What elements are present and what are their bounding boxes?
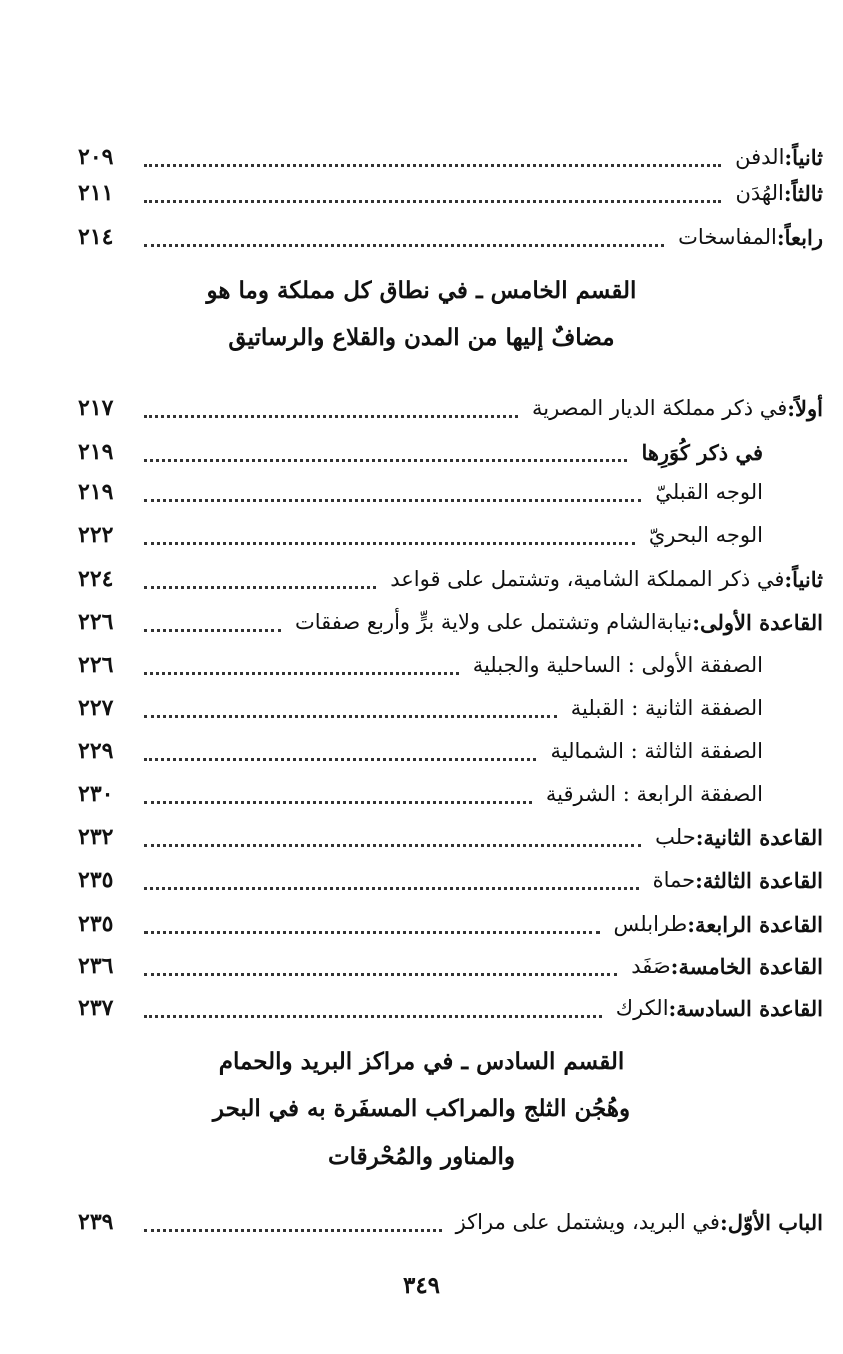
entry-title: الدفن	[735, 145, 785, 169]
toc-entry	[78, 645, 763, 685]
toc-entry	[78, 988, 823, 1028]
entry-label: ثانياً	[792, 144, 823, 170]
entry-separator: :	[783, 180, 792, 206]
entry-separator: :	[719, 1209, 728, 1235]
entry-label: ثالثاً	[791, 180, 823, 206]
entry-label: القاعدة السادسة	[676, 995, 823, 1021]
section-heading-line: وهُجُن الثلج والمراكب المسفَرة به في البحر	[212, 1095, 631, 1122]
entry-label: ثانياً	[792, 566, 823, 592]
dot-leader	[144, 200, 721, 203]
dot-leader	[144, 801, 532, 804]
toc-entry	[78, 559, 823, 599]
toc-entry	[78, 946, 823, 986]
dot-leader	[144, 586, 376, 589]
dot-leader	[144, 415, 518, 418]
entry-separator: :	[692, 609, 701, 635]
dot-leader	[144, 629, 281, 632]
entry-title: في ذكر المملكة الشامية، وتشتمل على قواعد	[390, 567, 785, 591]
entry-separator: :	[695, 824, 704, 850]
entry-title: الصفقة الأولى : الساحلية والجبلية	[472, 653, 763, 677]
entry-title: الصفقة الرابعة : الشرقية	[545, 782, 763, 806]
entry-title: صَفَد	[631, 954, 671, 978]
toc-entry	[78, 173, 823, 213]
entry-title: المفاسخات	[678, 225, 777, 249]
section-heading-line: القسم الخامس ـ في نطاق كل مملكة وما هو	[206, 277, 637, 304]
entry-title: حماة	[652, 868, 696, 892]
toc-entry	[78, 1202, 823, 1242]
entry-page-number: ٢١٩	[78, 479, 114, 505]
toc-entry	[78, 388, 823, 428]
entry-label: رابعاً	[784, 224, 823, 250]
toc-entry	[78, 432, 763, 472]
dot-leader	[144, 758, 536, 761]
entry-separator: :	[776, 224, 785, 250]
toc-entry	[78, 731, 763, 771]
entry-page-number: ٢١٩	[78, 439, 114, 465]
dot-leader	[144, 672, 459, 675]
toc-entry	[78, 515, 763, 555]
entry-page-number: ٢٢٢	[78, 522, 114, 548]
entry-title: الوجه القبليّ	[655, 480, 763, 504]
entry-label: القاعدة الثالثة	[702, 867, 823, 893]
entry-label: القاعدة الثانية	[703, 824, 823, 850]
entry-separator: :	[784, 144, 793, 170]
section-heading-line: والمناور والمُحْرقات	[328, 1143, 515, 1170]
dot-leader	[144, 1015, 602, 1018]
dot-leader	[144, 244, 664, 247]
dot-leader	[144, 844, 641, 847]
entry-separator: :	[687, 911, 695, 937]
entry-separator: :	[668, 995, 677, 1021]
entry-title: في ذكر مملكة الديار المصرية	[531, 396, 788, 420]
dot-leader	[144, 542, 635, 545]
entry-page-number: ٢١٤	[78, 224, 114, 250]
toc-entry	[78, 688, 763, 728]
entry-title: في البريد، ويشتمل على مراكز	[455, 1210, 720, 1234]
entry-title: طرابلس	[613, 912, 688, 936]
section-heading-line: مضافٌ إليها من المدن والقلاع والرساتيق	[228, 324, 615, 351]
section-heading-line: القسم السادس ـ في مراكز البريد والحمام	[218, 1048, 625, 1075]
entry-title: حلب	[655, 825, 696, 849]
entry-page-number: ٢٢٧	[78, 695, 114, 721]
entry-label: القاعدة الأولى	[700, 609, 823, 635]
entry-title: الصفقة الثالثة : الشمالية	[550, 739, 763, 763]
entry-title: الصفقة الثانية : القبلية	[570, 696, 763, 720]
entry-separator: :	[784, 566, 793, 592]
page-number: ٣٤٩	[402, 1272, 441, 1299]
entry-title: نيابةالشام وتشتمل على ولاية برٍّ وأربع صفقات	[295, 610, 693, 634]
entry-page-number: ٢٣٩	[78, 1209, 114, 1235]
dot-leader	[144, 887, 639, 890]
entry-page-number: ٢٣٢	[78, 824, 114, 850]
entry-separator: :	[695, 867, 703, 893]
toc-entry	[78, 904, 823, 944]
entry-label: في ذكر كُوَرِها	[641, 439, 763, 465]
entry-page-number: ٢٢٤	[78, 566, 114, 592]
entry-page-number: ٢٣٥	[78, 867, 114, 893]
entry-page-number: ٢٣٠	[78, 781, 114, 807]
toc-entry	[78, 602, 823, 642]
toc-entry	[78, 137, 823, 177]
dot-leader	[144, 459, 627, 462]
entry-label: أولاً	[795, 395, 823, 421]
entry-separator: :	[787, 395, 796, 421]
entry-title: الهُدَن	[735, 181, 784, 205]
dot-leader	[144, 164, 721, 167]
toc-entry	[78, 774, 763, 814]
dot-leader	[144, 931, 600, 934]
entry-page-number: ٢٣٥	[78, 911, 114, 937]
entry-page-number: ٢٢٦	[78, 652, 114, 678]
entry-label: القاعدة الرابعة	[694, 911, 823, 937]
entry-page-number: ٢٢٦	[78, 609, 114, 635]
entry-label: الباب الأوّل	[727, 1209, 823, 1235]
dot-leader	[144, 1229, 442, 1232]
toc-entry	[78, 860, 823, 900]
entry-page-number: ٢٣٧	[78, 995, 114, 1021]
entry-label: القاعدة الخامسة	[678, 953, 823, 979]
toc-entry	[78, 217, 823, 257]
entry-page-number: ٢٠٩	[78, 144, 114, 170]
toc-entry	[78, 817, 823, 857]
entry-page-number: ٢٣٦	[78, 953, 114, 979]
dot-leader	[144, 973, 617, 976]
dot-leader	[144, 499, 641, 502]
toc-entry	[78, 472, 763, 512]
entry-title: الوجه البحريّ	[648, 523, 763, 547]
entry-separator: :	[670, 953, 679, 979]
entry-page-number: ٢٢٩	[78, 738, 114, 764]
entry-page-number: ٢١٧	[78, 395, 114, 421]
entry-title: الكرك	[615, 996, 669, 1020]
dot-leader	[144, 715, 557, 718]
entry-page-number: ٢١١	[78, 180, 114, 206]
